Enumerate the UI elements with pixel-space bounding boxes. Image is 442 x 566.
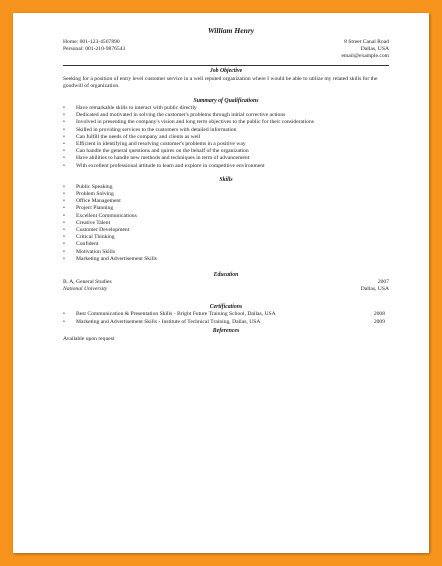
email-link[interactable]: email@example.com (341, 53, 389, 60)
list-item (63, 311, 389, 318)
certification-year: 2009 (373, 318, 385, 325)
references-heading: References (212, 327, 240, 334)
city: Dallas, USA (360, 46, 389, 53)
list-item: • Skilled in providing services to the customers with detailed information (63, 127, 389, 134)
contact-block (63, 39, 389, 61)
address-block (341, 39, 389, 61)
resume-page (13, 13, 429, 553)
skills-heading: Skills (219, 176, 233, 183)
certifications-list (63, 311, 389, 325)
qualifications-list (63, 105, 389, 170)
list-item: • Marketing and Advertisement Skills (63, 256, 389, 263)
list-item: • Project Planning (63, 205, 389, 212)
qualifications-heading: Summary of Qualifications (193, 98, 259, 105)
certifications-heading: Certifications (209, 304, 243, 311)
certification-name: • Best Communication & Presentation Skills - Bright Future Training School, Dallas, USA (76, 311, 276, 318)
list-item: • Have remarkable skills to interact with public directly (63, 105, 389, 112)
certification-name: • Marketing and Advertisement Skills - Institute of Technical Training, Dallas, USA (76, 318, 261, 325)
list-item: • Can handle the general questions and quires on the behalf of the organization (63, 148, 389, 155)
education-row (63, 279, 389, 286)
list-item: • Can fulfill the needs of the company and clients as well (63, 134, 389, 141)
list-item: • Creative Talent (63, 220, 389, 227)
references-text: Available upon request (63, 335, 115, 342)
skills-list (63, 184, 389, 263)
header-divider (63, 65, 389, 66)
list-item: • Motivation Skills (63, 249, 389, 256)
list-item: • With excellent professional attitude to learn and explore in competitive environment (63, 163, 389, 170)
street-address: 8 Street Canal Road (344, 39, 389, 45)
list-item (63, 319, 389, 326)
graduation-year: 2007 (377, 279, 389, 286)
list-item: • Dedicated and motivated in solving the customer's problems through initial corrective actions (63, 112, 389, 119)
list-item: • Excellent Communications (63, 213, 389, 220)
list-item: • Efficient in identifying and resolving customer's problems in a positive way (63, 141, 389, 148)
resume-document (63, 26, 389, 343)
phone-block (63, 39, 125, 61)
list-item: • Public Speaking (63, 184, 389, 191)
objective-text: Seeking for a position of entry level customer service in a well reputed organization where I would be able to utilize my related skills for the goodwill of organization. (63, 75, 378, 89)
personal-phone: Personal: 001-210-9876543 (63, 46, 126, 53)
list-item: • Office Management (63, 198, 389, 205)
degree: B. A, General Studies (63, 279, 112, 286)
candidate-name: William Henry (207, 26, 255, 35)
certification-year: 2008 (373, 311, 385, 318)
list-item: • Critical Thinking (63, 234, 389, 241)
school-location: Dallas, USA (360, 286, 389, 293)
list-item: • Customer Development (63, 227, 389, 234)
school-name: National University (63, 286, 108, 293)
education-school-row (63, 286, 389, 293)
education-heading: Education (213, 272, 239, 279)
home-phone: Home: 001-123-4567890 (63, 39, 120, 45)
list-item: • Involved in presenting the company's vision and long term objectives to the public for their considerations (63, 119, 389, 126)
list-item: • Confident (63, 241, 389, 248)
list-item: • Problem Solving (63, 191, 389, 198)
list-item: • Have abilities to handle new methods and techniques in term of advancement (63, 155, 389, 162)
objective-heading: Job Objective (209, 67, 243, 74)
